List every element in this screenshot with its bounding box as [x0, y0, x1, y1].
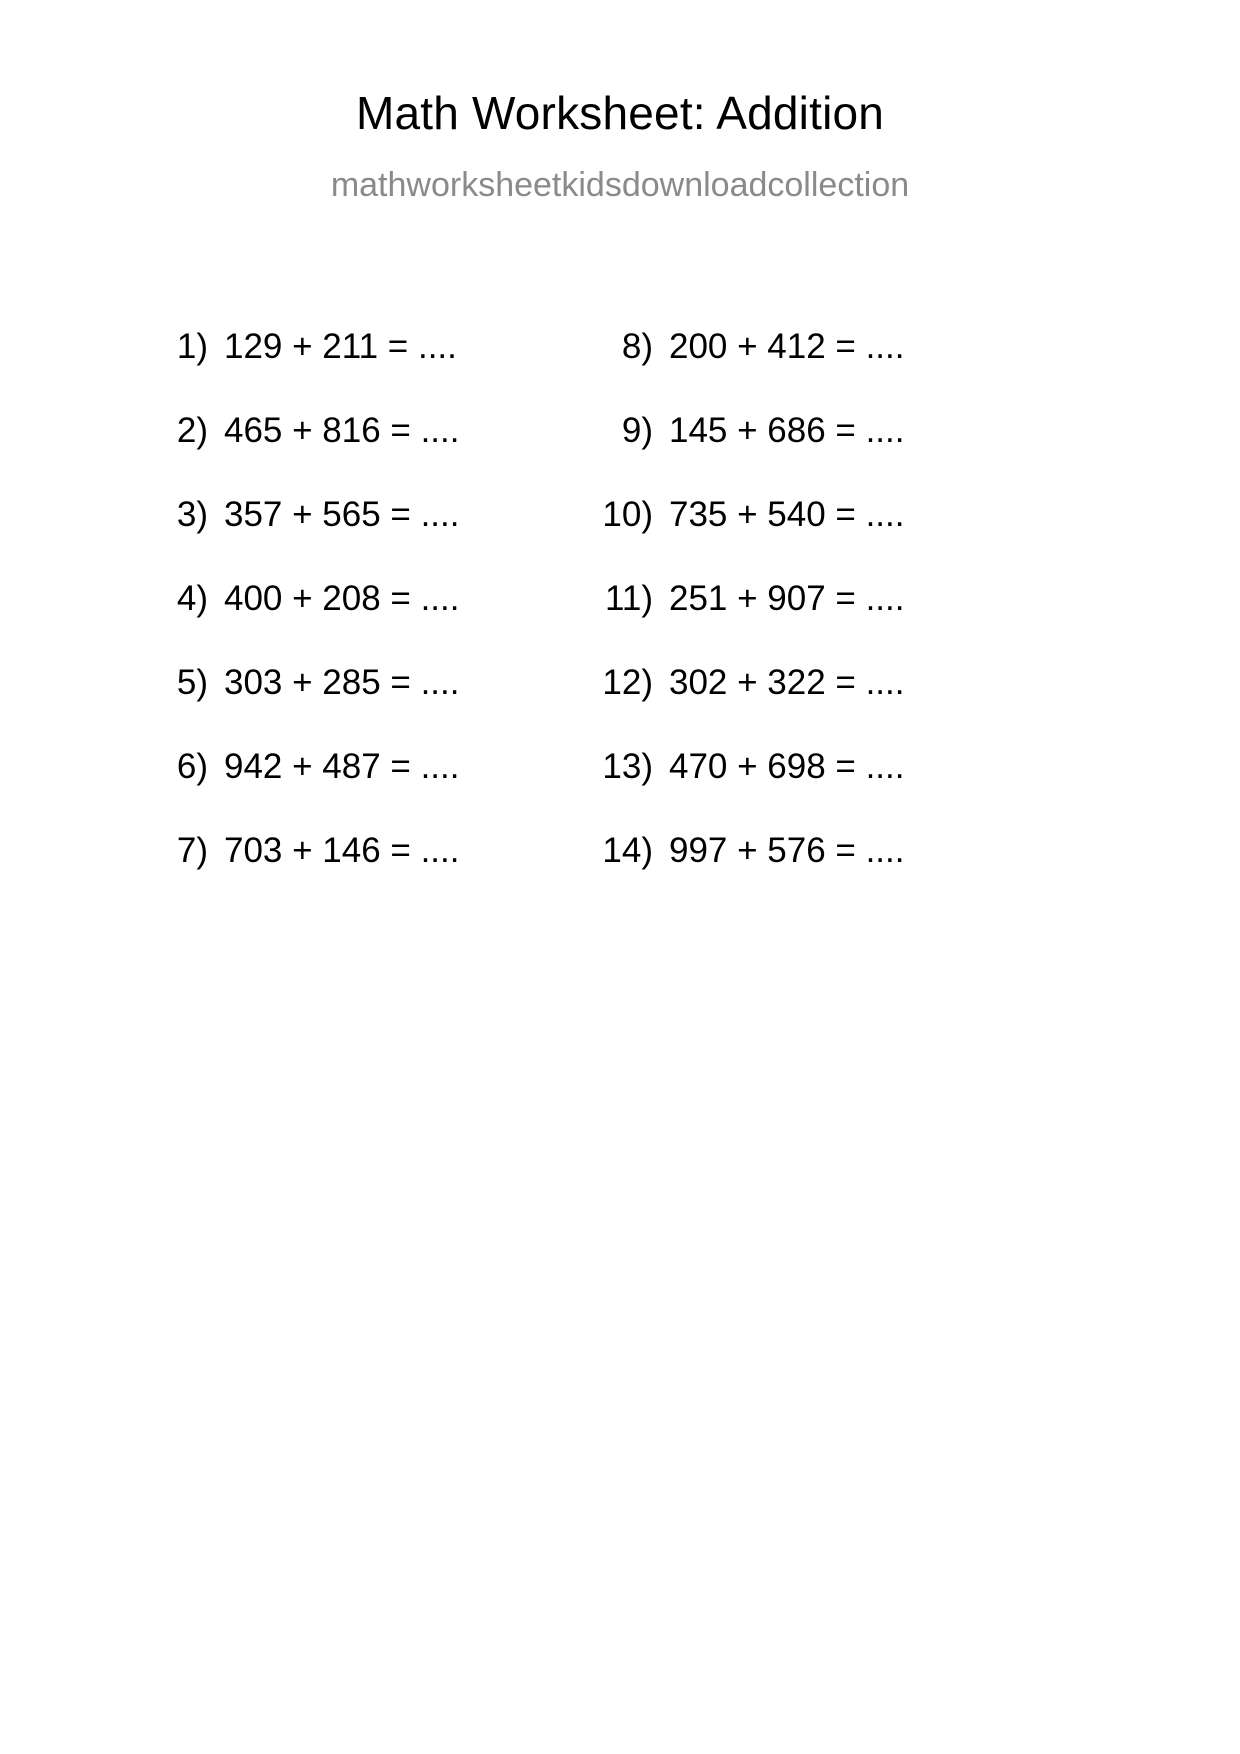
- problem-expression: 470 + 698 = ....: [669, 747, 905, 786]
- problem-number: 14): [602, 831, 653, 870]
- problem-expression: 251 + 907 = ....: [669, 579, 905, 618]
- problem-number: 4): [176, 579, 208, 618]
- problem-expression: 703 + 146 = ....: [224, 831, 460, 870]
- problem-number: 8): [621, 327, 653, 366]
- problem-number: 2): [176, 411, 208, 450]
- problem-number: 9): [621, 411, 653, 450]
- problem-item: [595, 641, 1035, 725]
- problem-number: 13): [602, 747, 653, 786]
- problem-number: 6): [176, 747, 208, 786]
- problem-item: [595, 557, 1035, 641]
- problem-expression: 400 + 208 = ....: [224, 579, 460, 618]
- problem-number: 5): [176, 663, 208, 702]
- problem-expression: 200 + 412 = ....: [669, 327, 905, 366]
- problem-expression: 357 + 565 = ....: [224, 495, 460, 534]
- problem-item: [150, 809, 595, 893]
- problem-item: [150, 641, 595, 725]
- problem-number: 1): [176, 327, 208, 366]
- problem-expression: 997 + 576 = ....: [669, 831, 905, 870]
- problem-number: 11): [605, 579, 653, 618]
- problem-item: [595, 389, 1035, 473]
- problem-expression: 942 + 487 = ....: [224, 747, 460, 786]
- problem-columns: [150, 305, 1090, 893]
- problem-item: [150, 557, 595, 641]
- problem-item: [595, 809, 1035, 893]
- problem-expression: 735 + 540 = ....: [669, 495, 905, 534]
- problem-list: [150, 305, 1090, 893]
- problem-expression: 303 + 285 = ....: [224, 663, 460, 702]
- problem-item: [595, 725, 1035, 809]
- problem-number: 12): [602, 663, 653, 702]
- problem-item: [150, 725, 595, 809]
- problem-column-right: [595, 305, 1035, 893]
- problem-expression: 145 + 686 = ....: [669, 411, 905, 450]
- problem-number: 7): [176, 831, 208, 870]
- problem-item: [150, 473, 595, 557]
- page-subtitle: mathworksheetkidsdownloadcollection: [330, 166, 910, 204]
- page-title: Math Worksheet: Addition: [355, 87, 885, 139]
- problem-item: [595, 305, 1035, 389]
- problem-expression: 465 + 816 = ....: [224, 411, 460, 450]
- problem-column-left: [150, 305, 595, 893]
- problem-number: 3): [176, 495, 208, 534]
- problem-number: 10): [602, 495, 653, 534]
- problem-expression: 302 + 322 = ....: [669, 663, 905, 702]
- problem-expression: 129 + 211 = ....: [224, 327, 457, 366]
- problem-item: [595, 473, 1035, 557]
- problem-item: [150, 389, 595, 473]
- problem-item: [150, 305, 595, 389]
